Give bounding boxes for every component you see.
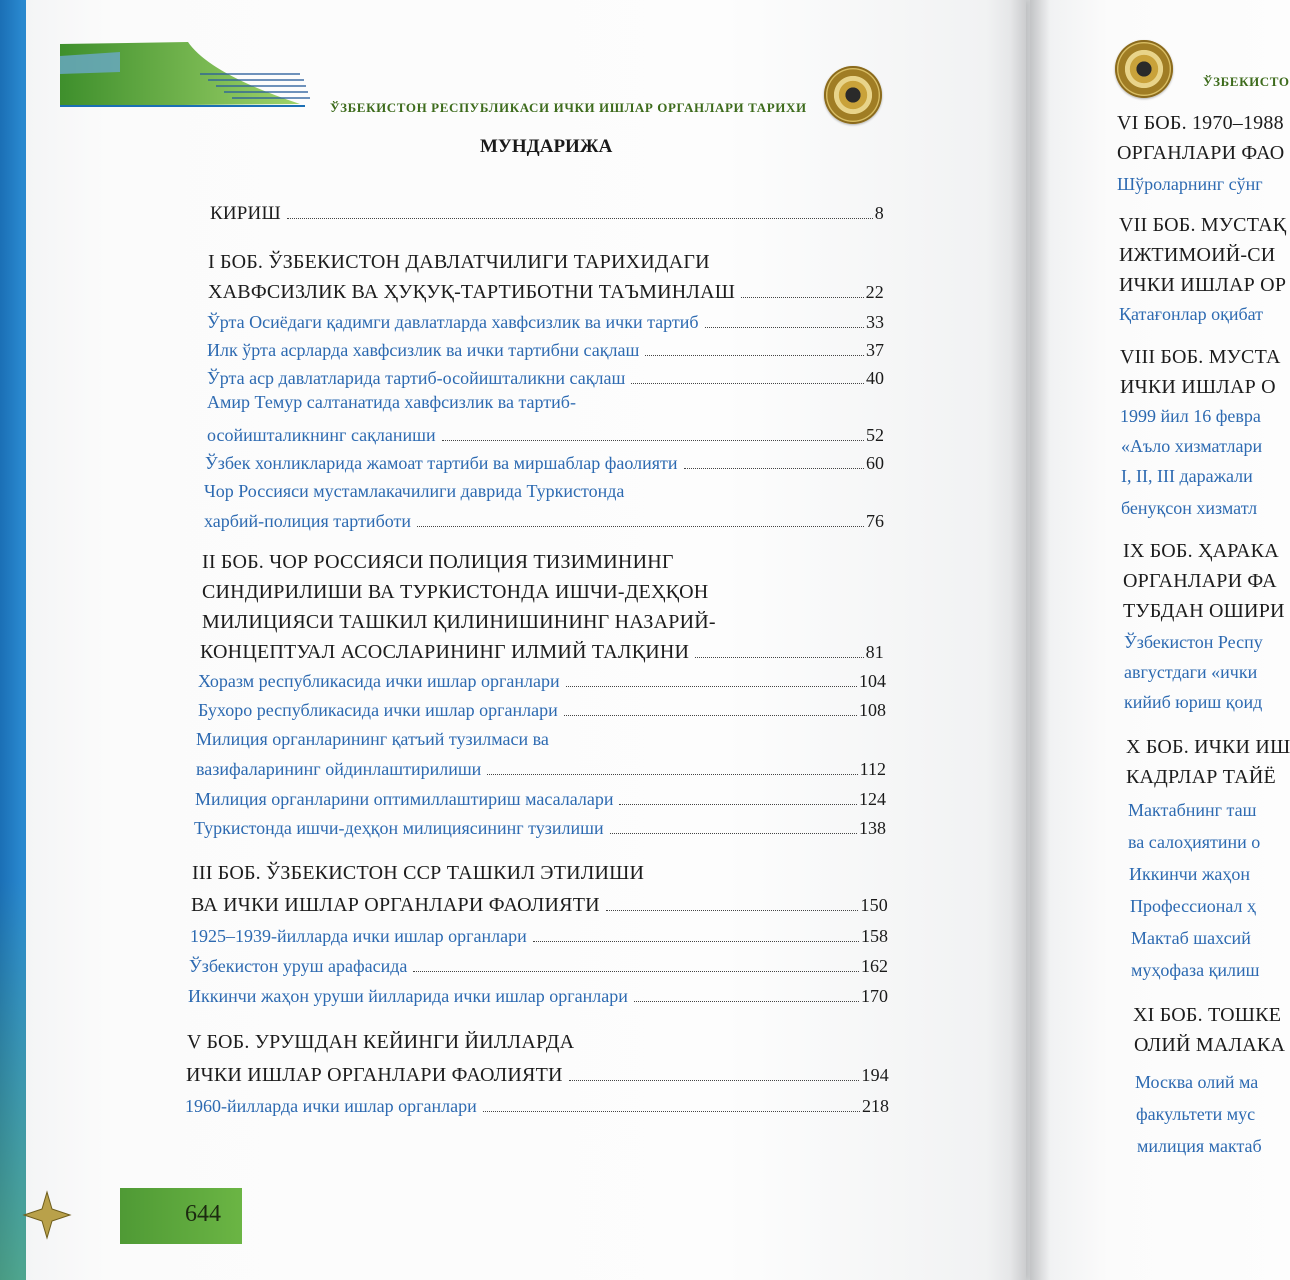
toc-entry-page: 162	[861, 956, 888, 976]
toc-entry-chapter-5	[186, 1064, 889, 1087]
toc-entry-section-line-1: Милиция органларининг қатъий тузилмаси ва	[196, 729, 549, 749]
toc-entry-page: 60	[866, 453, 884, 473]
chapter-2-title-line-3: МИЛИЦИЯСИ ТАШКИЛ ҚИЛИНИШИНИНГ НАЗАРИЙ-	[202, 611, 716, 633]
page-number: 644	[185, 1201, 221, 1227]
chapter-3-title-line-2: ВА ИЧКИ ИШЛАР ОРГАНЛАРИ ФАОЛИЯТИ	[191, 894, 600, 916]
toc-entry-text: осойишталикнинг сақланиши	[207, 425, 436, 445]
toc-entry-text: 1960-йилларда ички ишлар органлари	[185, 1096, 477, 1116]
right-page-line: VIII БОБ. МУСТА	[1120, 346, 1281, 368]
toc-entry-page: 170	[861, 986, 888, 1006]
ministry-emblem-icon	[824, 66, 882, 124]
gutter-shadow	[1010, 0, 1050, 1280]
toc-entry-page: 158	[861, 926, 888, 946]
toc-entry-section	[196, 759, 886, 780]
dot-leader	[705, 327, 864, 328]
dot-leader	[610, 833, 857, 834]
toc-entry-page: 22	[865, 282, 884, 302]
right-page-line: факультети мус	[1136, 1104, 1256, 1124]
toc-entry-section	[198, 671, 886, 692]
toc-title: МУНДАРИЖА	[480, 136, 613, 157]
toc-entry-chapter-3	[191, 894, 888, 917]
dot-leader	[645, 355, 864, 356]
toc-entry-page: 138	[859, 818, 886, 838]
right-page-line: ва салоҳиятини о	[1128, 832, 1261, 852]
right-page-line: «Аъло хизматлари	[1121, 436, 1263, 456]
toc-entry-section-line-1: Амир Темур салтанатида хавфсизлик ва тартиб-	[207, 392, 576, 412]
toc-entry-page: 112	[859, 759, 886, 779]
right-page-line: Шўроларнинг сўнг	[1117, 174, 1263, 194]
right-page-line: ОРГАНЛАРИ ФА	[1123, 570, 1277, 592]
chapter-2-title-line-1: II БОБ. ЧОР РОССИЯСИ ПОЛИЦИЯ ТИЗИМИНИНГ	[202, 551, 674, 573]
right-page-line: муҳофаза қилиш	[1131, 960, 1260, 980]
right-page-line: бенуқсон хизматл	[1121, 498, 1258, 518]
toc-entry-text: Ўзбек хонликларида жамоат тартиби ва миршаблар фаолияти	[205, 453, 678, 473]
toc-entry-page: 40	[866, 368, 884, 388]
dot-leader	[634, 1001, 859, 1002]
right-page-line: ИЖТИМОИЙ-СИ	[1119, 244, 1276, 266]
toc-entry-section	[207, 312, 884, 333]
dot-leader	[413, 971, 859, 972]
toc-entry-chapter-1	[208, 281, 884, 304]
running-header: ЎЗБЕКИСТОН РЕСПУБЛИКАСИ ИЧКИ ИШЛАР ОРГАНЛАРИ ТАРИХИ	[330, 100, 807, 115]
dot-leader	[631, 383, 864, 384]
right-page-line: VII БОБ. МУСТАҚ	[1119, 214, 1287, 236]
right-page-line: кийиб юриш қоид	[1124, 692, 1263, 712]
toc-entry-section	[207, 368, 884, 389]
toc-entry-page: 150	[860, 895, 888, 915]
toc-entry-text: Ўзбекистон уруш арафасида	[189, 956, 408, 976]
toc-entry-section	[188, 986, 888, 1007]
dot-leader	[741, 297, 863, 298]
right-page-line: милиция мактаб	[1137, 1136, 1262, 1156]
toc-entry-page: 37	[866, 340, 884, 360]
dot-leader	[533, 941, 859, 942]
toc-entry-section	[194, 818, 886, 839]
toc-entry-page: 81	[865, 642, 884, 662]
right-page-line: X БОБ. ИЧКИ ИШ	[1126, 736, 1290, 758]
toc-entry-text: Илк ўрта асрларда хавфсизлик ва ички тартибни сақлаш	[207, 340, 640, 360]
right-page-line: IX БОБ. ҲАРАКА	[1123, 540, 1279, 562]
toc-entry-text: Ўрта Осиёдаги қадимги давлатларда хавфсизлик ва ички тартиб	[207, 312, 699, 332]
toc-entry-section	[198, 700, 886, 721]
toc-entry-text: Бухоро республикасида ички ишлар органлари	[198, 700, 558, 720]
right-page-line: VI БОБ. 1970–1988	[1117, 112, 1284, 134]
right-page-line: КАДРЛАР ТАЙЁ	[1126, 766, 1276, 788]
toc-entry-section	[189, 956, 888, 977]
right-page-line: Профессионал ҳ	[1130, 896, 1256, 916]
right-page-line: августдаги «ички	[1124, 662, 1258, 682]
dot-leader	[287, 218, 873, 219]
chapter-1-title-line-2: ХАВФСИЗЛИК ВА ҲУҚУҚ-ТАРТИБОТНИ ТАЪМИНЛАШ	[208, 281, 736, 303]
toc-entry-section	[207, 340, 884, 361]
header-corner-graphic	[60, 34, 310, 110]
toc-entry-text: харбий-полиция тартиботи	[204, 511, 411, 531]
dot-leader	[684, 468, 864, 469]
dot-leader	[442, 440, 864, 441]
left-page	[26, 0, 1026, 1280]
ministry-emblem-icon-right	[1115, 40, 1173, 98]
right-page-line: Москва олий ма	[1135, 1072, 1259, 1092]
right-page-line: ОРГАНЛАРИ ФАО	[1117, 142, 1285, 164]
toc-entry-section	[205, 453, 884, 474]
chapter-2-title-line-4: КОНЦЕПТУАЛ АСОСЛАРИНИНГ ИЛМИЙ ТАЛҚИНИ	[200, 641, 690, 663]
right-page-line: I, II, III даражали	[1121, 466, 1253, 486]
toc-entry-section	[207, 425, 884, 446]
dot-leader	[487, 774, 857, 775]
right-page-line: 1999 йил 16 февра	[1120, 406, 1261, 426]
toc-entry-text: вазифаларининг ойдинлаштирилиши	[196, 759, 482, 779]
dot-leader	[564, 715, 857, 716]
chapter-5-title-line-1: V БОБ. УРУШДАН КЕЙИНГИ ЙИЛЛАРДА	[187, 1031, 575, 1053]
right-page-line: Мактаб шахсий	[1131, 928, 1251, 948]
right-page-line: ИЧКИ ИШЛАР ОР	[1119, 274, 1287, 296]
toc-entry-page: 76	[866, 511, 884, 531]
toc-entry-page: 218	[862, 1096, 889, 1116]
toc-entry-text: Хоразм республикасида ички ишлар органлари	[198, 671, 560, 691]
toc-entry-page: 108	[859, 700, 886, 720]
toc-entry-page: 33	[866, 312, 884, 332]
running-header-right: ЎЗБЕКИСТО	[1203, 74, 1290, 89]
decorative-star-icon	[22, 1190, 72, 1240]
right-page-line: ОЛИЙ МАЛАКА	[1134, 1034, 1286, 1056]
dot-leader	[569, 1080, 860, 1081]
toc-entry-section	[185, 1096, 889, 1117]
right-page-line: Мактабнинг таш	[1128, 800, 1257, 820]
right-page-line: ТУБДАН ОШИРИ	[1123, 600, 1285, 622]
toc-entry-section	[195, 789, 886, 810]
dot-leader	[417, 526, 864, 527]
toc-entry-text: КИРИШ	[210, 203, 281, 224]
right-page-line: Ўзбекистон Респу	[1124, 632, 1263, 652]
toc-entry-intro	[210, 203, 884, 225]
page-number-box	[120, 1188, 242, 1244]
right-page-line: Қатағонлар оқибат	[1119, 304, 1264, 324]
chapter-2-title-line-2: СИНДИРИЛИШИ ВА ТУРКИСТОНДА ИШЧИ-ДЕҲҚОН	[202, 581, 709, 603]
toc-entry-page: 52	[866, 425, 884, 445]
toc-entry-page: 104	[859, 671, 886, 691]
right-page-line: ИЧКИ ИШЛАР О	[1120, 376, 1276, 398]
right-page-line: Иккинчи жаҳон	[1129, 864, 1250, 884]
dot-leader	[606, 910, 859, 911]
toc-entry-page: 124	[859, 789, 886, 809]
toc-entry-text: Милиция органларини оптимиллаштириш масалалари	[195, 789, 614, 809]
toc-entry-text: Иккинчи жаҳон уруши йилларида ички ишлар органлари	[188, 986, 628, 1006]
chapter-5-title-line-2: ИЧКИ ИШЛАР ОРГАНЛАРИ ФАОЛИЯТИ	[186, 1064, 563, 1086]
chapter-3-title-line-1: III БОБ. ЎЗБЕКИСТОН ССР ТАШКИЛ ЭТИЛИШИ	[192, 862, 645, 884]
toc-entry-page: 194	[861, 1065, 889, 1085]
dot-leader	[619, 804, 857, 805]
toc-entry-text: Ўрта аср давлатларида тартиб-осойишталикни сақлаш	[207, 368, 626, 388]
dot-leader	[695, 657, 863, 658]
toc-entry-section	[190, 926, 888, 947]
toc-entry-section-line-1: Чор Россияси мустамлакачилиги даврида Туркистонда	[204, 481, 625, 501]
toc-entry-text: Туркистонда ишчи-деҳқон милициясининг тузилиши	[194, 818, 604, 838]
dot-leader	[566, 686, 857, 687]
toc-entry-page: 8	[874, 203, 884, 223]
dot-leader	[483, 1111, 860, 1112]
toc-entry-text: 1925–1939-йилларда ички ишлар органлари	[190, 926, 527, 946]
right-page-line: XI БОБ. ТОШКЕ	[1133, 1004, 1282, 1026]
toc-entry-chapter-2	[200, 641, 884, 664]
toc-entry-section	[204, 511, 884, 532]
chapter-1-title-line-1: I БОБ. ЎЗБЕКИСТОН ДАВЛАТЧИЛИГИ ТАРИХИДАГИ	[208, 251, 710, 273]
